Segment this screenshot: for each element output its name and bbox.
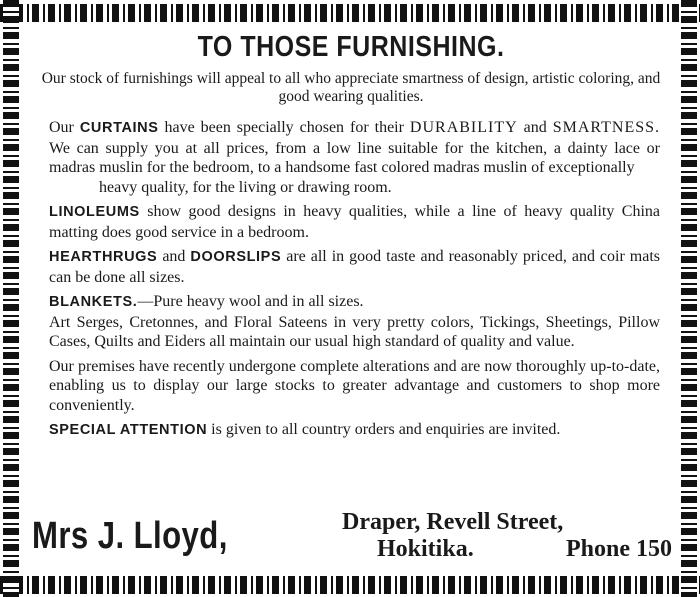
curtains-paragraph <box>49 118 660 197</box>
blankets-paragraph <box>49 292 660 352</box>
curtains-text1: have been specially chosen for their <box>164 119 404 136</box>
curtains-text2: We can supply you at all prices, from a low line suitable for the kitchen, a dainty lace or madras muslin for the bedroom, to a handsome fast colored madras muslin of exceptionally <box>49 139 660 176</box>
linoleums-paragraph <box>49 202 660 242</box>
doorslips-keyword: DOORSLIPS <box>190 249 282 265</box>
border-bottom <box>0 576 700 594</box>
curtains-lead: Our <box>49 119 74 136</box>
hearthrugs-and: and <box>162 248 186 265</box>
footer <box>24 503 678 573</box>
hearthrugs-paragraph <box>49 247 660 287</box>
blankets-text2: Art Serges, Cretonnes, and Floral Sateens in very pretty colors, Tickings, Sheetings, Pillow Cases, Quilts and Eiders all maintain our usual high standard of quality and value. <box>49 313 660 350</box>
durability-word: DURABILITY <box>409 119 518 136</box>
town-phone-line <box>342 536 672 563</box>
blankets-keyword: BLANKETS. <box>49 294 138 310</box>
proprietor-name: Mrs J. Lloyd, <box>32 515 228 557</box>
phone: Phone 150 <box>565 536 672 562</box>
ad-heading: TO THOSE FURNISHING. <box>197 30 505 64</box>
smartness-word: SMARTNESS. <box>552 119 661 136</box>
curtains-text3: heavy quality, for the living or drawing room. <box>99 178 392 196</box>
border-right <box>681 0 697 597</box>
town: Hokitika. <box>377 536 474 562</box>
linoleums-keyword: LINOLEUMS <box>49 204 140 220</box>
address-block <box>342 509 672 563</box>
address-line: Draper, Revell Street, <box>342 509 564 535</box>
ad-body <box>24 25 678 573</box>
special-paragraph <box>49 420 660 441</box>
hearthrugs-keyword: HEARTHRUGS <box>49 249 158 265</box>
special-text: is given to all country orders and enquiries are invited. <box>211 421 561 438</box>
premises-paragraph: Our premises have recently undergone complete alterations and are now thoroughly up-to-date, enabling us to display our large stocks to greater advantage and customers to shop more conveniently. <box>49 357 660 414</box>
curtains-keyword: CURTAINS <box>79 120 159 136</box>
hearthrugs-text: are all in good taste and reasonably priced, and coir mats can be done all sizes. <box>49 248 661 286</box>
border-top <box>0 4 700 22</box>
and-word: and <box>523 119 547 136</box>
intro-text: Our stock of furnishings will appeal to all who appreciate smartness of design, artistic coloring, and good wearing qualities. <box>41 70 661 105</box>
blankets-text: —Pure heavy wool and in all sizes. <box>137 293 364 310</box>
special-keyword: SPECIAL ATTENTION <box>49 422 208 438</box>
border-left <box>3 0 19 597</box>
linoleums-text: show good designs in heavy qualities, while a line of heavy quality China matting does good service in a bedroom. <box>49 203 661 241</box>
